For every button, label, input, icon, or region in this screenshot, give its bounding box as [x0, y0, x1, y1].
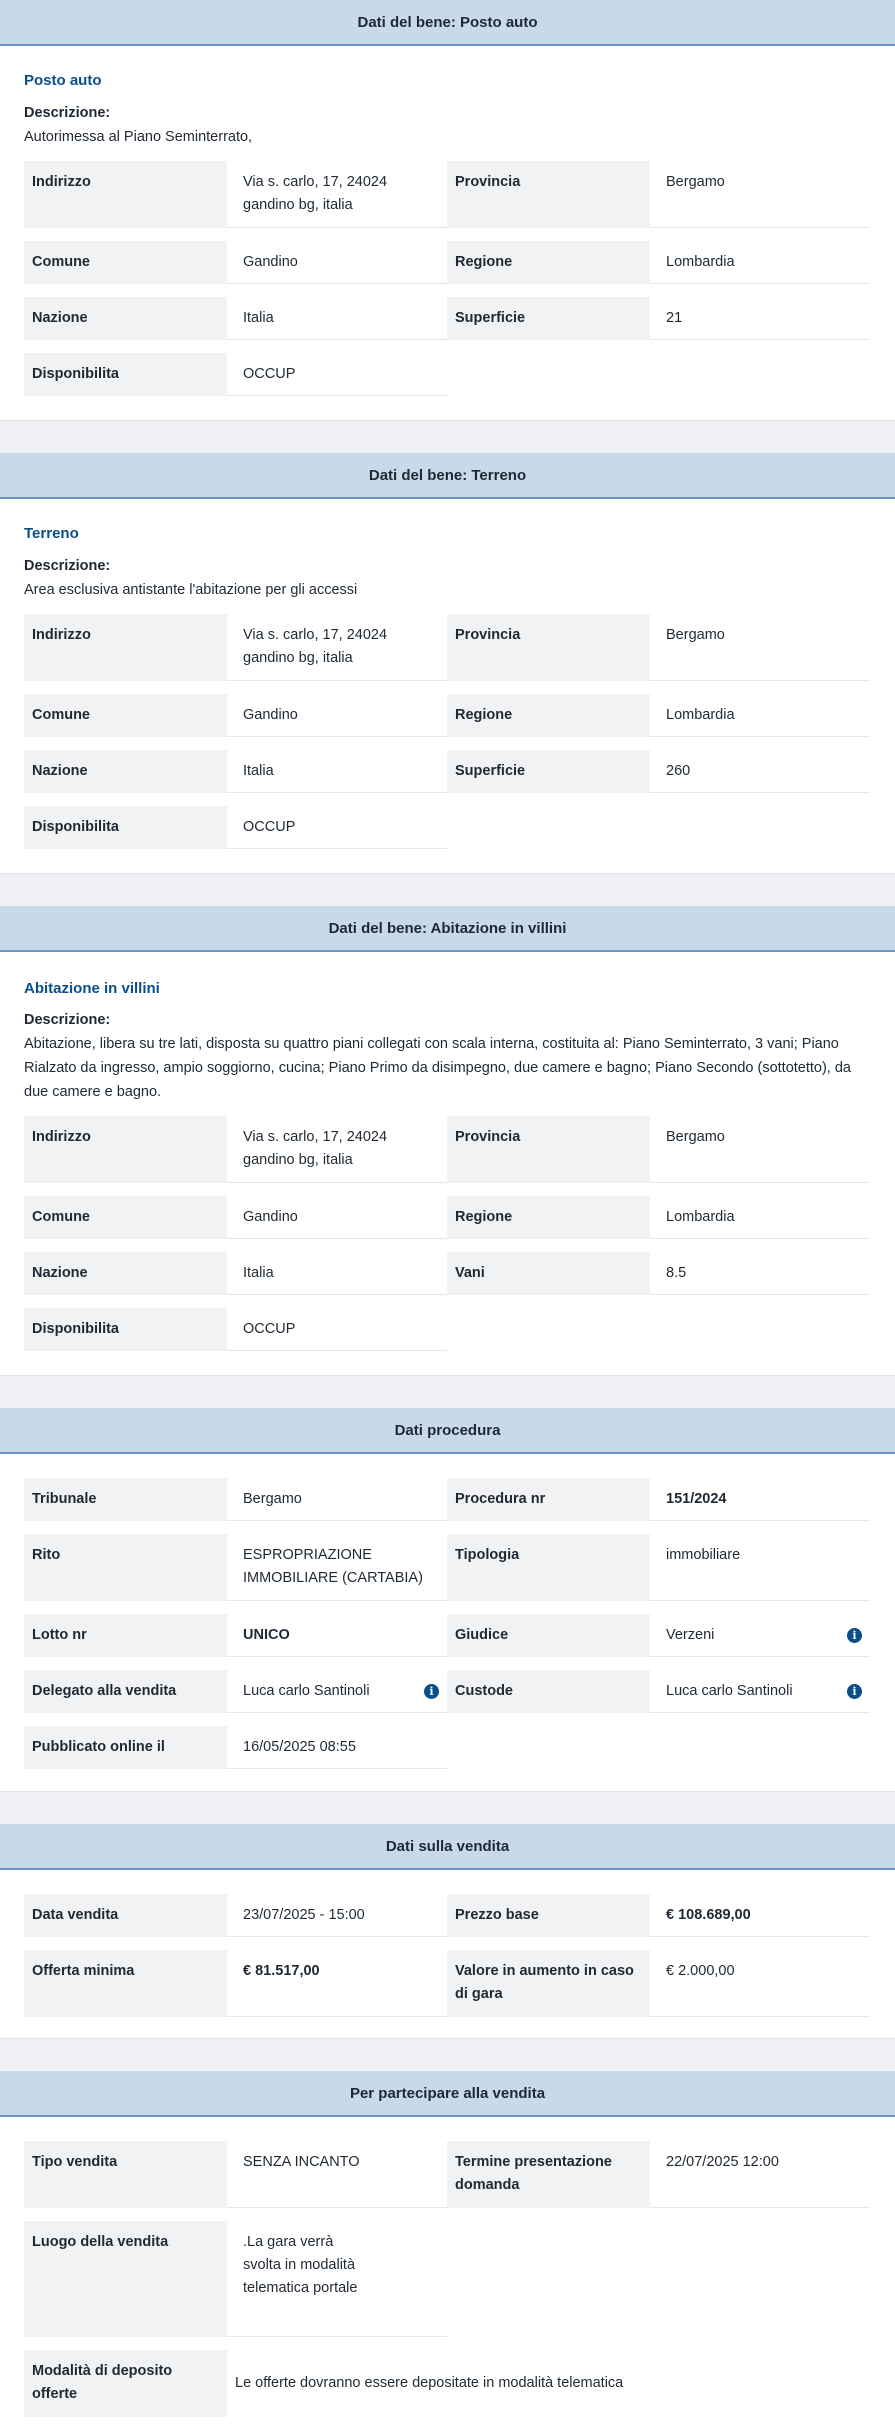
label-tipo-vendita: Tipo vendita: [24, 2141, 227, 2208]
label-indirizzo: Indirizzo: [24, 161, 227, 228]
label-valore-aumento: Valore in aumento in caso di gara: [447, 1950, 650, 2017]
description-label: Descrizione:: [24, 558, 111, 574]
label-disponibilita: Disponibilita: [24, 353, 227, 396]
label-nazione: Nazione: [24, 750, 227, 793]
property-subtitle: Terreno: [24, 525, 79, 542]
property-subtitle: Posto auto: [24, 72, 102, 89]
label-luogo-vendita: Luogo della vendita: [24, 2221, 227, 2337]
value-provincia: Bergamo: [650, 161, 870, 228]
value-delegato: Luca carlo Santinoli: [227, 1670, 447, 1713]
label-data-vendita: Data vendita: [24, 1894, 227, 1937]
value-comune: Gandino: [227, 694, 447, 737]
label-regione: Regione: [447, 694, 650, 737]
section-abitazione: [0, 906, 895, 1376]
section-header: Dati del bene: Abitazione in villini: [0, 906, 895, 952]
value-superficie: 21: [650, 297, 870, 340]
value-procedura-nr: 151/2024: [650, 1478, 870, 1521]
value-provincia: Bergamo: [650, 614, 870, 681]
value-nazione: Italia: [227, 297, 447, 340]
value-nazione: Italia: [227, 750, 447, 793]
label-pubblicato: Pubblicato online il: [24, 1726, 227, 1769]
value-comune: Gandino: [227, 1196, 447, 1239]
section-terreno: [0, 453, 895, 874]
value-disponibilita: OCCUP: [227, 1308, 447, 1351]
section-vendita: [0, 1824, 895, 2039]
value-tipo-vendita: SENZA INCANTO: [227, 2141, 447, 2208]
value-tipologia: immobiliare: [650, 1534, 870, 1601]
label-modalita-deposito: Modalità di deposito offerte: [24, 2350, 227, 2417]
giudice-info-icon[interactable]: i: [847, 1628, 862, 1643]
label-provincia: Provincia: [447, 161, 650, 228]
label-indirizzo: Indirizzo: [24, 614, 227, 681]
section-header: Dati procedura: [0, 1408, 895, 1454]
label-disponibilita: Disponibilita: [24, 1308, 227, 1351]
value-vani: 8.5: [650, 1252, 870, 1295]
value-regione: Lombardia: [650, 694, 870, 737]
label-procedura-nr: Procedura nr: [447, 1478, 650, 1521]
value-giudice: Verzeni: [650, 1614, 870, 1657]
value-comune: Gandino: [227, 241, 447, 284]
value-disponibilita: OCCUP: [227, 806, 447, 849]
delegato-info-icon[interactable]: i: [424, 1684, 439, 1699]
label-regione: Regione: [447, 1196, 650, 1239]
value-nazione: Italia: [227, 1252, 447, 1295]
label-comune: Comune: [24, 1196, 227, 1239]
value-prezzo-base: € 108.689,00: [650, 1894, 870, 1937]
label-regione: Regione: [447, 241, 650, 284]
label-rito: Rito: [24, 1534, 227, 1601]
label-termine-presentazione: Termine presentazione domanda: [447, 2141, 650, 2208]
label-superficie: Superficie: [447, 297, 650, 340]
label-tipologia: Tipologia: [447, 1534, 650, 1601]
section-header: Dati del bene: Posto auto: [0, 0, 895, 46]
value-superficie: 260: [650, 750, 870, 793]
label-giudice: Giudice: [447, 1614, 650, 1657]
label-provincia: Provincia: [447, 614, 650, 681]
label-custode: Custode: [447, 1670, 650, 1713]
value-rito: ESPROPRIAZIONE IMMOBILIARE (CARTABIA): [227, 1534, 447, 1601]
value-indirizzo: Via s. carlo, 17, 24024 gandino bg, italia: [227, 614, 447, 681]
value-indirizzo: Via s. carlo, 17, 24024 gandino bg, italia: [227, 1116, 447, 1183]
section-posto-auto: [0, 0, 895, 421]
label-comune: Comune: [24, 241, 227, 284]
description-text: Abitazione, libera su tre lati, disposta su quattro piani collegati con scala interna, costituita al: Piano Seminterrato, 3 vani; Piano Rialzato da ingresso, ampio soggiorno, cucina; Piano Primo da disimpegno, due camere e bagno; Piano Secondo (sottotetto), da due camere e bagno.: [24, 1036, 851, 1100]
section-header: Dati del bene: Terreno: [0, 453, 895, 499]
value-termine-presentazione: 22/07/2025 12:00: [650, 2141, 870, 2208]
value-custode: Luca carlo Santinoli: [650, 1670, 870, 1713]
description-label: Descrizione:: [24, 1012, 111, 1028]
value-data-vendita: 23/07/2025 - 15:00: [227, 1894, 447, 1937]
value-regione: Lombardia: [650, 241, 870, 284]
label-disponibilita: Disponibilita: [24, 806, 227, 849]
label-offerta-minima: Offerta minima: [24, 1950, 227, 2017]
label-nazione: Nazione: [24, 297, 227, 340]
value-regione: Lombardia: [650, 1196, 870, 1239]
section-partecipare: [0, 2071, 895, 2436]
label-prezzo-base: Prezzo base: [447, 1894, 650, 1937]
property-subtitle: Abitazione in villini: [24, 980, 160, 997]
value-luogo-vendita: .La gara verrà svolta in modalità telematica portale: [227, 2221, 447, 2337]
section-header: Per partecipare alla vendita: [0, 2071, 895, 2117]
label-tribunale: Tribunale: [24, 1478, 227, 1521]
description-text: Area esclusiva antistante l'abitazione per gli accessi: [24, 582, 358, 598]
value-pubblicato: 16/05/2025 08:55: [227, 1726, 447, 1769]
label-comune: Comune: [24, 694, 227, 737]
value-offerta-minima: € 81.517,00: [227, 1950, 447, 2017]
value-lotto-nr: UNICO: [227, 1614, 447, 1657]
label-lotto-nr: Lotto nr: [24, 1614, 227, 1657]
label-indirizzo: Indirizzo: [24, 1116, 227, 1183]
value-disponibilita: OCCUP: [227, 353, 447, 396]
value-modalita-deposito: Le offerte dovranno essere depositate in modalità telematica: [235, 2375, 624, 2391]
label-provincia: Provincia: [447, 1116, 650, 1183]
section-header: Dati sulla vendita: [0, 1824, 895, 1870]
value-provincia: Bergamo: [650, 1116, 870, 1183]
label-superficie: Superficie: [447, 750, 650, 793]
value-valore-aumento: € 2.000,00: [650, 1950, 870, 2017]
value-tribunale: Bergamo: [227, 1478, 447, 1521]
value-indirizzo: Via s. carlo, 17, 24024 gandino bg, italia: [227, 161, 447, 228]
label-delegato: Delegato alla vendita: [24, 1670, 227, 1713]
section-procedura: [0, 1408, 895, 1792]
label-vani: Vani: [447, 1252, 650, 1295]
description-label: Descrizione:: [24, 105, 111, 121]
label-nazione: Nazione: [24, 1252, 227, 1295]
description-text: Autorimessa al Piano Seminterrato,: [24, 129, 253, 145]
custode-info-icon[interactable]: i: [847, 1684, 862, 1699]
